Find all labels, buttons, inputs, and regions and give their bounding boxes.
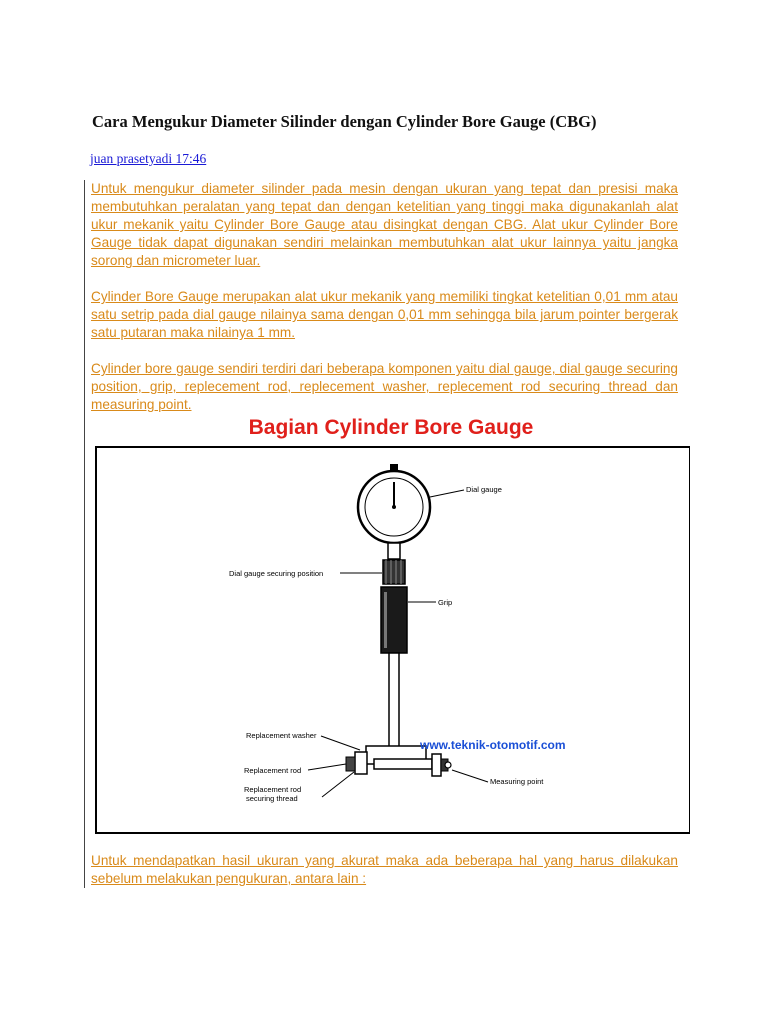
label-dial-gauge: Dial gauge xyxy=(466,485,502,494)
figure-watermark: www.teknik-otomotif.com xyxy=(420,738,566,752)
gauge-rod xyxy=(389,653,399,753)
bore-gauge-figure xyxy=(90,410,690,840)
grip xyxy=(381,587,407,653)
label-replacement-washer: Replacement washer xyxy=(246,731,317,740)
paragraph-precision[interactable]: Cylinder Bore Gauge merupakan alat ukur mekanik yang memiliki tingkat ketelitian 0,01 mm atau satu setrip pada dial gauge nilainya sama dengan 0,01 mm sehingga bila jarum pointer bergerak satu putaran maka nilainya 1 mm. xyxy=(91,289,678,340)
bore-gauge-diagram xyxy=(90,410,690,840)
label-securing-position: Dial gauge securing position xyxy=(229,569,324,578)
label-measuring-point: Measuring point xyxy=(490,777,544,786)
paragraph-intro[interactable]: Untuk mengukur diameter silinder pada mesin dengan ukuran yang tepat dan presisi maka membutuhkan peralatan yang tepat dan dengan ketelitian yang tinggi maka digunakanlah alat ukur mekanik yaitu Cylinder Bore Gauge atau disingkat dengan CBG. Alat ukur Cylinder Bore Gauge tidak dapat digunakan sendiri melainkan membutuhkan alat ukur lainnya yaitu jangka sorong dan micrometer luar. xyxy=(91,181,678,268)
label-rod-thread-line2: securing thread xyxy=(246,794,298,803)
left-divider xyxy=(84,180,85,888)
paragraph-components[interactable]: Cylinder bore gauge sendiri terdiri dari beberapa komponen yaitu dial gauge, dial gauge securing position, grip, replecement rod, replecement washer, replecement rod securing thread dan measuring point. xyxy=(91,361,678,412)
label-replacement-rod: Replacement rod xyxy=(244,766,302,775)
label-rod-thread-line1: Replacement rod xyxy=(244,785,302,794)
article-title: Cara Mengukur Diameter Silinder dengan Cylinder Bore Gauge (CBG) xyxy=(92,112,597,131)
label-grip: Grip xyxy=(438,598,453,607)
securing-collar xyxy=(383,560,405,584)
figure-heading: Bagian Cylinder Bore Gauge xyxy=(248,416,534,439)
author-link[interactable]: juan prasetyadi 17:46 xyxy=(90,151,207,166)
paragraph-preparation[interactable]: Untuk mendapatkan hasil ukuran yang akurat maka ada beberapa hal yang harus dilakukan sebelum melakukan pengukuran, antara lain : xyxy=(91,853,678,886)
